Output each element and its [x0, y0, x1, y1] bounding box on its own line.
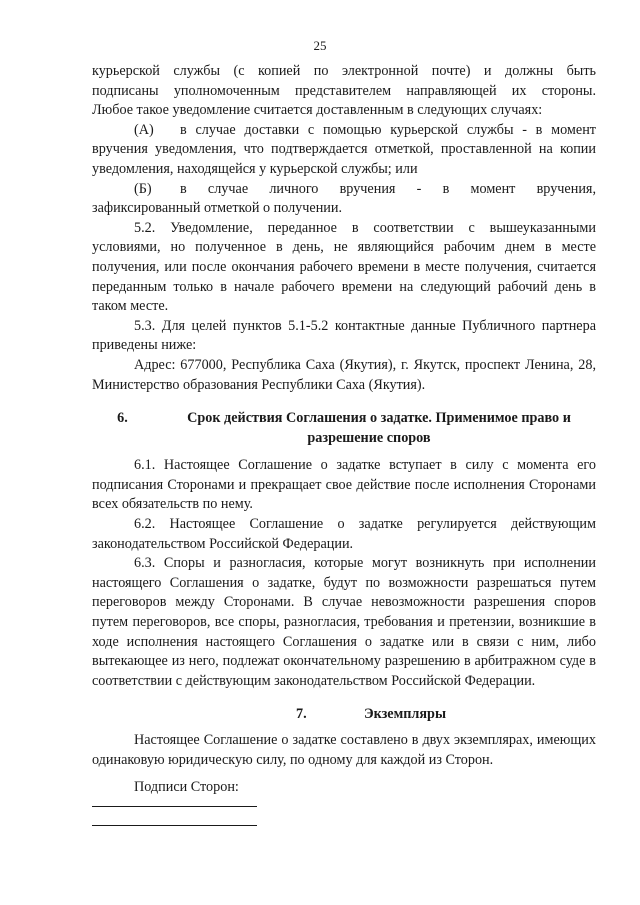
- signature-line-2: [92, 825, 257, 826]
- case-b-rest: зафиксированный отметкой о получении.: [92, 200, 343, 217]
- case-a-mark: (А): [134, 121, 154, 138]
- intro-line-1: курьерской службы (с копией по электронной почте) и должны быть: [92, 63, 596, 79]
- section-6-number: 6.: [117, 410, 128, 427]
- signature-line-1: [92, 806, 257, 807]
- section-7-paragraph: Настоящее Соглашение о задатке составлено в двух экземплярах, имеющих одинаковую юридическую силу, по одному для каждой из Сторон.: [92, 732, 596, 768]
- page-number: 25: [313, 38, 327, 53]
- clause-6-2: 6.2. Настоящее Соглашение о задатке регулируется действующим законодательством Российской Федерации.: [92, 516, 596, 552]
- clause-5-2: 5.2. Уведомление, переданное в соответствии с вышеуказанными условиями, но полученное в день, не являющийся рабочим днем в месте получения, или после окончания рабочего времени в месте получения, считается переданным только в начале рабочего времени на следующий рабочий день в таком месте.: [92, 219, 596, 315]
- signatures-label: Подписи Сторон:: [134, 779, 239, 796]
- case-a-rest: вручения уведомления, что подтверждается отметкой, проставленной на копии уведомления, находящейся у курьерской службы; или: [92, 141, 596, 177]
- signature-lines: [92, 806, 596, 826]
- case-a-first-line: [92, 121, 596, 141]
- clause-5-3: 5.3. Для целей пунктов 5.1-5.2 контактные данные Публичного партнера приведены ниже:: [92, 317, 596, 354]
- address-paragraph: Адрес: 677000, Республика Саха (Якутия), г. Якутск, проспект Ленина, 28, Министерство образования Республики Саха (Якутия).: [92, 356, 596, 393]
- section-6-title-line-1: Срок действия Соглашения о задатке. Применимое право и: [187, 410, 571, 427]
- clause-6-3: 6.3. Споры и разногласия, которые могут возникнуть при исполнении настоящего Соглашения о задатке, будут по возможности разрешаться путем переговоров между Сторонами. В случае невозможности разрешения споров путем переговоров, все споры, разногласия, требования и претензии, возникшие в ходе исполнения настоящего Соглашения о задатке или в связи с ним, либо вытекающее из него, подлежат окончательному разрешению в арбитражном суде в соответствии с действующим законодательством Российской Федерации.: [92, 555, 596, 689]
- section-6-heading: [92, 409, 596, 429]
- case-b-mark: (Б): [134, 180, 152, 197]
- section-7-number: 7.: [295, 706, 307, 723]
- intro-line-3: Любое такое уведомление считается доставленным в следующих случаях:: [92, 102, 543, 119]
- section-6-title-line-2: разрешение споров: [307, 429, 431, 446]
- section-6-heading-cont: [92, 429, 596, 449]
- intro-line-2: подписаны уполномоченным представителем направляющей их стороны.: [92, 82, 596, 99]
- case-b-first-line: [92, 180, 596, 200]
- case-a-first-text: в случае доставки с помощью курьерской службы - в момент: [180, 121, 596, 138]
- case-b-first-text: в случае личного вручения - в момент вручения,: [180, 180, 596, 197]
- clause-6-1: 6.1. Настоящее Соглашение о задатке вступает в силу с момента его подписания Сторонами и прекращает свое действие после исполнения Сторонами всех обязательств по нему.: [92, 457, 596, 513]
- section-7-title: Экземпляры: [363, 706, 447, 723]
- section-7-heading: [92, 705, 596, 725]
- document-body: [92, 62, 596, 844]
